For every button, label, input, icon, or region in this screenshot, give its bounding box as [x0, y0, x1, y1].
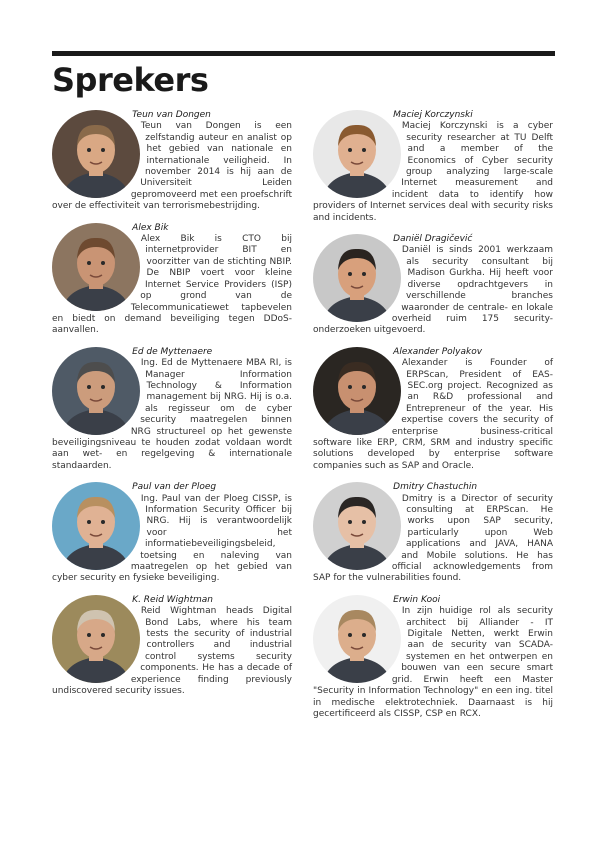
- speaker-name: Daniël Dragičević: [393, 234, 473, 245]
- speaker-name: Alex Bik: [132, 222, 169, 233]
- speaker-name: Dmitry Chastuchin: [393, 482, 478, 493]
- speaker-entry: [52, 110, 292, 213]
- speaker-photo: [52, 223, 140, 311]
- speaker-name: Paul van der Ploeg: [132, 482, 217, 493]
- speaker-photo: [52, 110, 140, 198]
- speaker-name: K. Reid Wightman: [132, 594, 213, 605]
- speakers-left-column: [52, 110, 292, 708]
- speaker-name: Erwin Kooi: [393, 594, 441, 605]
- speaker-entry: [313, 234, 553, 337]
- speaker-bio: Teun van Dongen is een zelfstandig auteur en analist op het gebied van nationale en internationale veiligheid. In november 2014 is hij aan de Universiteit Leiden gepromoveerd met een proefschrift over de effectiviteit van terrorismebestrijding.: [52, 121, 292, 212]
- speaker-entry: [313, 595, 553, 720]
- speaker-photo: [313, 234, 401, 322]
- speaker-bio: Ing. Ed de Myttenaere MBA RI, is Manager Information Technology & Information management bij NRG. Hij is o.a. als regisseur om de cyber security maatregelen binnen NRG structureel op het gewenste beveiligingsniveau te houden zodat voldaan wordt aan wet- en regelgeving & internationale standaarden.: [52, 358, 292, 471]
- speaker-entry: [52, 595, 292, 698]
- speaker-bio: Alexander is Founder of ERPScan, President of EAS-SEC.org project. Recognized as an R&D professional and Entrepreneur of the year. His expertise covers the security of enterprise business-critical software like ERP, CRM, SRM and industry specific solutions developed by enterprise software companies such as SAP and Oracle.: [313, 358, 553, 471]
- speaker-photo: [313, 595, 401, 683]
- speaker-photo: [313, 482, 401, 570]
- speaker-name: Maciej Korczynski: [393, 110, 473, 120]
- speaker-name: Teun van Dongen: [132, 110, 211, 120]
- speaker-bio: Reid Wightman heads Digital Bond Labs, where his team tests the security of industrial controllers and industrial control systems security components. He has a decade of experience finding previously undiscovered security issues.: [52, 606, 292, 697]
- speaker-bio: In zijn huidige rol als security architect bij Alliander - IT Digitale Netten, werkt Erwin aan de security van SCADA-systemen en het ontwerpen en bouwen van een secure smart grid. Erwin heeft een Master "Security in Information Technology" en een ing. titel in medische elektrotechniek. Daarnaast is hij gecertificeerd als CISSP, CSP en RCX.: [313, 606, 553, 719]
- speaker-entry: [313, 347, 553, 472]
- speaker-entry: [52, 482, 292, 585]
- speaker-bio: Ing. Paul van der Ploeg CISSP, is Information Security Officer bij NRG. Hij is verantwoordelijk voor het informatiebeveiligingsbeleid, toetsing en naleving van maatregelen op het gebied van cyber security en fysieke beveiliging.: [52, 493, 292, 584]
- speaker-bio: Alex Bik is CTO bij internetprovider BIT en voorzitter van de stichting NBIP. De NBIP voert voor kleine Internet Service Providers (ISP) op grond van de Telecommunicatiewet tapbevelen en biedt on demand beveiliging tegen DDoS-aanvallen.: [52, 234, 292, 336]
- speaker-photo: [313, 347, 401, 435]
- speaker-entry: [52, 223, 292, 337]
- speaker-photo: [52, 595, 140, 683]
- speaker-photo: [52, 482, 140, 570]
- speaker-photo: [52, 347, 140, 435]
- page-title: Sprekers: [52, 61, 209, 99]
- speaker-entry: [52, 347, 292, 472]
- top-rule: [52, 51, 555, 56]
- speaker-name: Ed de Myttenaere: [132, 346, 213, 357]
- speaker-photo: [313, 110, 401, 198]
- speaker-bio: Maciej Korczynski is a cyber security researcher at TU Delft and a member of the Economics of Cyber security group analyzing large-scale Internet measurement and incident data to identify how providers of Internet services deal with security risks and incidents.: [313, 121, 553, 223]
- speaker-entry: [313, 482, 553, 585]
- speaker-bio: Daniël is sinds 2001 werkzaam als security consultant bij Madison Gurkha. Hij heeft voor diverse opdrachtgevers in verschillende branches waaronder de centrale- en lokale overheid ruim 175 security-onderzoeken uitgevoerd.: [313, 245, 553, 336]
- speaker-bio: Dmitry is a Director of security consulting at ERPScan. He works upon SAP security, particularly upon Web applications and JAVA, HANA and Mobile solutions. He has official acknowledgements from SAP for the vulnerabilities found.: [313, 493, 553, 584]
- speakers-right-column: [313, 110, 553, 730]
- speaker-entry: [313, 110, 553, 224]
- speaker-name: Alexander Polyakov: [393, 346, 483, 357]
